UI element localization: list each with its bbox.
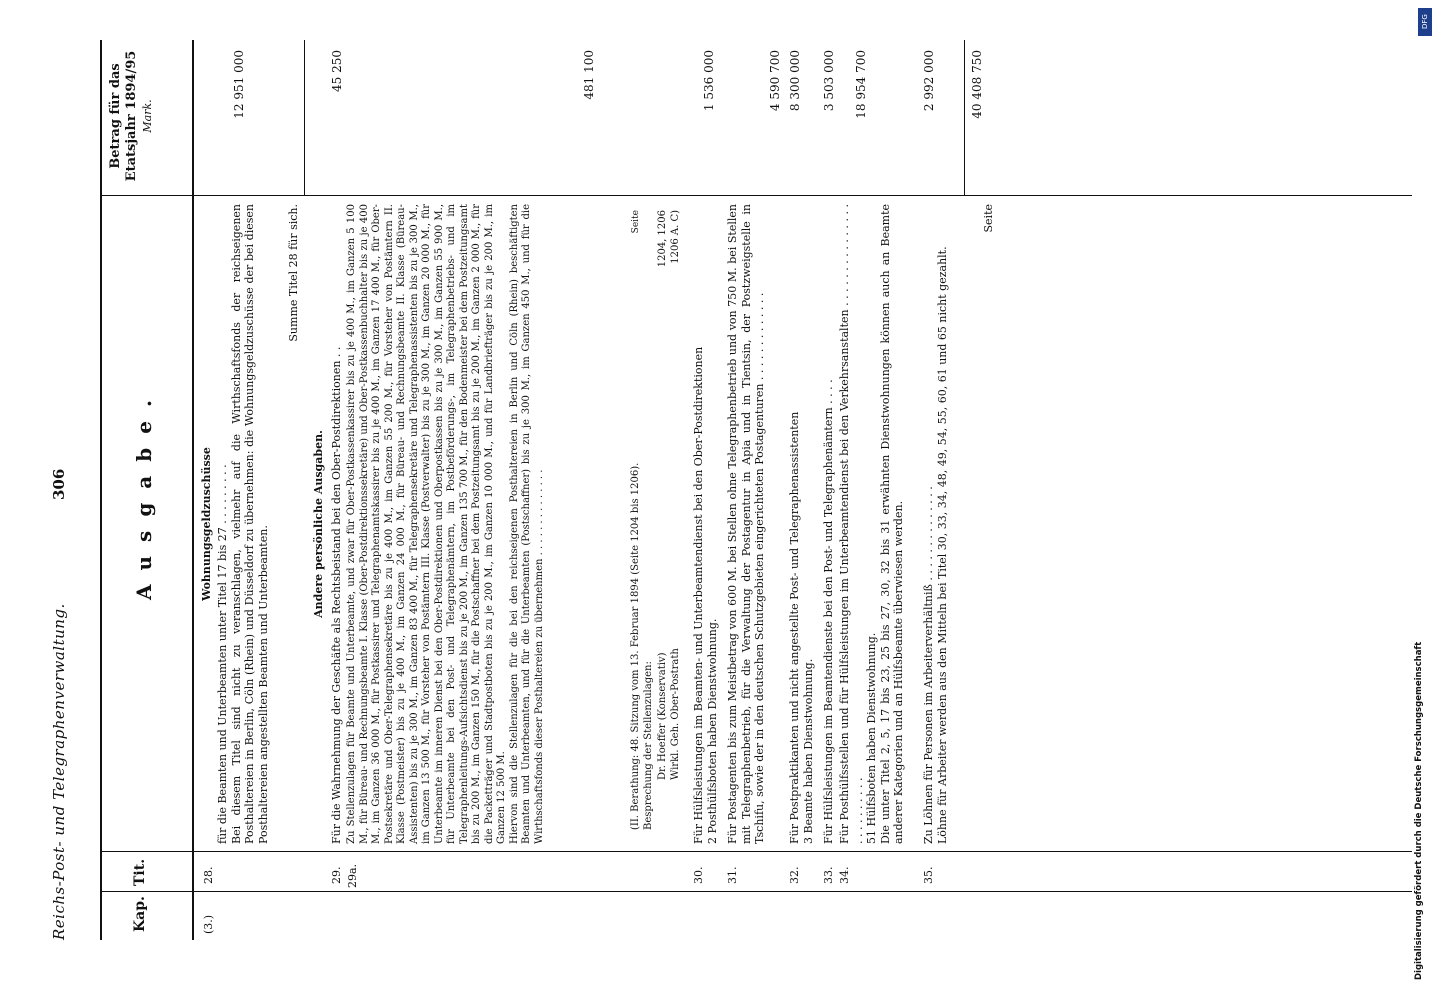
row-tit: 28.: [202, 866, 215, 884]
header-betrag: [108, 46, 198, 186]
row-tit: 35.: [922, 866, 935, 884]
row-text: Für Postpraktikanten und nicht angestellte Post- und Telegraphenassistenten 3 Beamte haben Dienstwohnung.: [788, 411, 815, 844]
row-text: für die Beamten und Unterbeamten unter Titel 17 bis 27 . . . . . . . . . Bei diesem Titel sind nicht zu veranschlagen, vielmehr auf die Wirthschaftsfonds der reichseigenen Posthaltereien in Berlin, Cöln (Rhein) und Düsseldorf zu übernehmen: die Wohnungsgeldzuschüsse der bei diesen Posthaltereien angestellten Beamten und Unterbeamten.: [216, 204, 270, 844]
person-page: 1206 A. C): [670, 210, 681, 264]
total-label: Seite: [982, 204, 995, 233]
row-tit: 31.: [726, 866, 739, 884]
person-page: 1204, 1206: [657, 210, 668, 268]
credit-text: Digitalisierung gefördert durch die Deutsche Forschungsgemeinschaft: [1414, 641, 1424, 980]
row-tit: 29.: [330, 866, 343, 884]
row-heading: Wohnungsgeldzuschüsse: [200, 447, 213, 601]
row-text: Für Hülfsleistungen im Beamten- und Unterbeamtendienst bei den Ober-Postdirektionen 2 Posthülfsboten haben Dienstwohnung.: [692, 346, 719, 844]
person-name: Wirkl. Geh. Ober-Postrath: [670, 648, 681, 780]
row-amount: 2 992 000: [922, 50, 936, 112]
row-amount: 4 590 700: [768, 50, 782, 112]
page-number: 306: [50, 468, 68, 500]
running-head-title: Reichs-Post- und Telegraphenverwaltung.: [50, 603, 68, 940]
row-tit: 32.: [788, 866, 801, 884]
total-rule: [964, 40, 965, 196]
running-head: [50, 60, 80, 940]
row-tit: 34.: [838, 866, 851, 884]
header-unit: Mark.: [141, 99, 154, 133]
row-text: Für Postagenten bis zum Meistbetrag von 600 M. bei Stellen ohne Telegraphenbetrieb und von 750 M. bei Stellen mit Telegraphenbetrieb, für die Verwaltung der Postagentur in Apia und in Tientsin, der Postzweigstelle in Tschifu, sowie der in den deutschen Schutzgebieten eingerichteten Postagenturen . . . . . . . . . . . . .: [726, 204, 766, 844]
row-amount: 481 100: [582, 50, 596, 100]
digitization-credit: [1410, 20, 1432, 980]
row-text: Zu Löhnen für Personen im Arbeiterverhältniß . . . . . . . . . . . . . . Löhne für Arbeiter werden aus den Mitteln bei Titel 30, 33, 34, 48, 49, 54, 55, 60, 61 und 65 nicht gezahlt.: [922, 246, 949, 844]
sum-rule: [304, 40, 305, 196]
person-name: Dr. Hoeffer (Konservativ): [657, 652, 668, 780]
header-tit: Tit.: [132, 858, 148, 886]
row-text: Für die Wahrnehmung der Geschäfte als Rechtsbeistand bei den Ober-Postdirektionen . .: [330, 346, 343, 844]
budget-table: [100, 40, 1412, 940]
row-amount: 8 300 000: [788, 50, 802, 112]
row-amount: 12 951 000: [232, 50, 246, 119]
section-title: Ausgabe.: [132, 386, 156, 600]
column-divider: [102, 195, 1412, 196]
row-amount: 3 503 000: [822, 50, 836, 112]
row-amount: 1 536 000: [702, 50, 716, 112]
sum-label: Summe Titel 28 für sich.: [287, 204, 300, 342]
row-tit: 29a.: [346, 863, 359, 888]
row-tit: 33.: [822, 866, 835, 884]
debate-note: (II. Berathung: 48. Sitzung vom 13. Februar 1894 (Seite 1204 bis 1206). Besprechung der Stellenzulagen:: [630, 462, 654, 830]
column-divider: [102, 851, 1412, 852]
row-text: Für Posthülfsstellen und für Hülfsleistungen im Unterbeamtendienst bei den Verkehrsanstalten . . . . . . . . . . . . . . . . . . . . . . . . . 51 Hülfsboten haben Dienstwohnung. Die unter Titel 2, 5, 17 bis 23, 25 bis 27, 30, 32 bis 31 erwähnten Dienstwohnungen können auch an Beamte anderer Kategorien und an Hülfsbeamte überwiesen werden.: [838, 204, 905, 844]
subheading: Andere persönliche Ausgaben.: [312, 430, 325, 618]
seite-label: Seite: [631, 210, 641, 234]
total-amount: 40 408 750: [970, 50, 984, 119]
row-amount: 18 954 700: [854, 50, 868, 119]
column-divider: [102, 891, 1412, 892]
row-text: Für Hülfsleistungen im Beamtendienste bei den Post- und Telegraphenämtern . . . .: [822, 379, 835, 844]
row-kap: (3.): [202, 914, 215, 934]
row-amount: 45 250: [330, 50, 344, 92]
header-betrag-label: Betrag für das Etatsjahr 1894/95: [108, 50, 139, 182]
row-tit: 30.: [692, 866, 705, 884]
dfg-logo: DFG: [1418, 8, 1432, 36]
header-kap: Kap.: [132, 896, 148, 932]
row-text: Zu Stellenzulagen für Beamte und Unterbeamte, und zwar für Ober-Postkassenkassirer bis zu je 400 M., im Ganzen 5 100 M., für Büreau- und Rechnungsbeamte I. Klasse (Ober-Postdirektionssekretäre) und Ober-Postkassenbuchhalter bis zu je 400 M., im Ganzen 36 000 M., für Postkassirer und Telegraphenamtskassirer bis zu je 400 M., im Ganzen 17 400 M., für Ober-Postsekretäre und Ober-Telegraphensekretäre bis zu je 400 M., im Ganzen 55 200 M., für Vorsteher von Postämtern II. Klasse (Postmeister) bis zu je 400 M., im Ganzen 24 000 M., für Büreau- und Rechnungsbeamte II. Klasse (Büreau-Assistenten) bis zu je 300 M., im Ganzen 83 400 M., für Telegraphensekretäre und Telegraphenassistenten bis zu je 300 M., im Ganzen 13 500 M., für Vorsteher von Postämtern III. Klasse (Postverwalter) bis zu je 300 M., im Ganzen 20 000 M., für Unterbeamte im inneren Dienst bei den Ober-Postdirektionen und Oberpostkassen bis zu je 300 M., im Ganzen 55 900 M., für Unterbeamte bei den Post- und Telegraphenämtern, im Postbeförderungs-, im Telegraphenbetriebs- und im Telegraphenleitungs-Aufsichtsdienst bis zu je 200 M., im Ganzen 135 700 M., für den Bodenmeister bei dem Postzeitungsamt bis zu 200 M., im Ganzen 150 M., für die Postschaffner bei dem Postzeitungsamt bis zu je 200 M., im Ganzen 2 000 M., für die Packetträger und Stadtpostboten bis zu je 200 M., im Ganzen 10 000 M., und für Landbriefträger bis zu je 200 M., im Ganzen 12 500 M. Hiervon sind die Stellenzulagen für die bei den reichseigenen Posthaltereien in Berlin und Cöln (Rhein) beschäftigten Beamten und Unterbeamten, und für die Unterbeamten (Postschaffner) bis zu je 300 M., im Ganzen 450 M., und für die Wirthschaftsfonds dieser Posthaltereien zu übernehmen . . . . . . . . . . . . . .: [346, 204, 545, 844]
